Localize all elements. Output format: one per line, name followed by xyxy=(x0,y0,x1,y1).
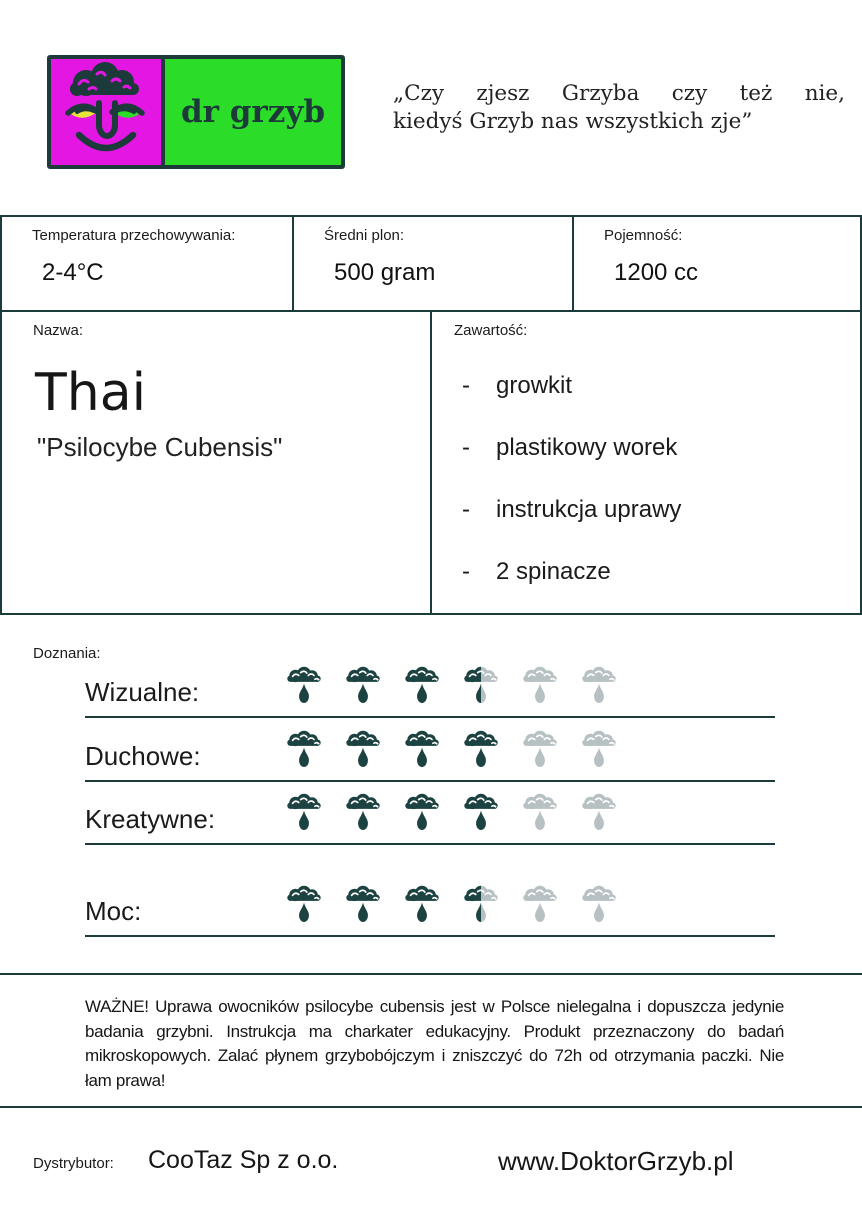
mushroom-rating-icon xyxy=(521,664,559,704)
rating-icons xyxy=(285,728,618,780)
experience-row xyxy=(85,660,775,718)
spec-table xyxy=(0,215,862,312)
spec-cell-temperature xyxy=(2,217,292,310)
spec-label: Średni plon: xyxy=(324,227,405,244)
distributor-label: Dystrybutor: xyxy=(33,1155,114,1172)
product-name: Thai xyxy=(35,363,147,423)
mushroom-rating-icon xyxy=(580,883,618,923)
mushroom-rating-icon xyxy=(285,791,323,831)
brand-name xyxy=(165,59,341,165)
distributor-name: CooTaz Sp z o.o. xyxy=(148,1146,339,1174)
list-dash: - xyxy=(462,558,470,585)
spec-cell-yield xyxy=(292,217,572,310)
quote-line-1: „Czy zjesz Grzyba czy też nie, xyxy=(393,81,845,106)
contents-item xyxy=(454,479,860,541)
mushroom-rating-icon xyxy=(285,883,323,923)
experience-label: Doznania: xyxy=(33,645,101,662)
rating-icons xyxy=(285,883,618,935)
mushroom-rating-icon xyxy=(521,728,559,768)
contents-list xyxy=(454,355,860,603)
experience-row xyxy=(85,875,775,937)
list-dash: - xyxy=(462,496,470,523)
mushroom-rating-icon xyxy=(521,791,559,831)
contents-item-text: 2 spinacze xyxy=(496,558,611,585)
experience-row xyxy=(85,724,775,782)
mushroom-face-icon xyxy=(51,59,165,165)
spec-value: 2-4°C xyxy=(42,259,104,286)
rating-icons xyxy=(285,791,618,843)
spec-label: Temperatura przechowywania: xyxy=(32,227,236,244)
mushroom-rating-icon xyxy=(580,728,618,768)
experience-row-label: Kreatywne: xyxy=(85,804,216,834)
warning-section xyxy=(0,973,862,1108)
warning-text: WAŻNE! Uprawa owocników psilocybe cubensis jest w Polsce nielegalna i dopuszcza jedynie badania grzybni. Instrukcja ma charkater edukacyjny. Produkt przeznaczony do badań mikroskopowych. Zalać płynem grzybobójczym i zniszczyć do 72h od otrzymania paczki. Nie łam prawa! xyxy=(85,997,784,1090)
mushroom-rating-icon xyxy=(462,728,500,768)
experience-row-label: Wizualne: xyxy=(85,677,200,707)
mushroom-rating-icon xyxy=(285,664,323,704)
mushroom-rating-icon xyxy=(580,664,618,704)
mushroom-rating-icon xyxy=(462,664,500,704)
mushroom-rating-icon xyxy=(462,791,500,831)
brand-name-text: dr grzyb xyxy=(180,94,326,130)
mushroom-rating-icon xyxy=(344,791,382,831)
contents-item xyxy=(454,355,860,417)
name-label: Nazwa: xyxy=(33,322,84,339)
list-dash: - xyxy=(462,434,470,461)
list-dash: - xyxy=(462,372,470,399)
spec-label: Pojemność: xyxy=(604,227,683,244)
contents-item-text: instrukcja uprawy xyxy=(496,496,682,523)
mushroom-rating-icon xyxy=(462,883,500,923)
website-text: www.DoktorGrzyb.pl xyxy=(498,1146,734,1176)
mushroom-rating-icon xyxy=(403,791,441,831)
name-cell xyxy=(2,312,432,613)
experience-row-label: Duchowe: xyxy=(85,741,201,771)
mushroom-rating-icon xyxy=(344,883,382,923)
rating-icons xyxy=(285,664,618,716)
brand-quote xyxy=(393,80,845,136)
contents-item xyxy=(454,417,860,479)
mushroom-rating-icon xyxy=(403,664,441,704)
experience-row xyxy=(85,787,775,845)
mushroom-rating-icon xyxy=(344,728,382,768)
contents-item xyxy=(454,541,860,603)
species-name: "Psilocybe Cubensis" xyxy=(37,432,283,463)
experience-row-label: Moc: xyxy=(85,896,142,926)
mushroom-rating-icon xyxy=(580,791,618,831)
mushroom-rating-icon xyxy=(521,883,559,923)
spec-cell-capacity xyxy=(572,217,860,310)
mushroom-rating-icon xyxy=(403,728,441,768)
mushroom-rating-icon xyxy=(344,664,382,704)
contents-cell xyxy=(432,312,860,613)
spec-value: 1200 cc xyxy=(614,259,699,286)
contents-item-text: plastikowy worek xyxy=(496,434,678,461)
quote-line-2: kiedyś Grzyb nas wszystkich zje” xyxy=(393,109,753,134)
spec-value: 500 gram xyxy=(334,259,436,286)
mushroom-rating-icon xyxy=(285,728,323,768)
contents-item-text: growkit xyxy=(496,372,573,399)
mushroom-rating-icon xyxy=(403,883,441,923)
name-contents-section xyxy=(0,312,862,615)
contents-label: Zawartość: xyxy=(454,322,528,339)
brand-logo xyxy=(47,55,345,169)
